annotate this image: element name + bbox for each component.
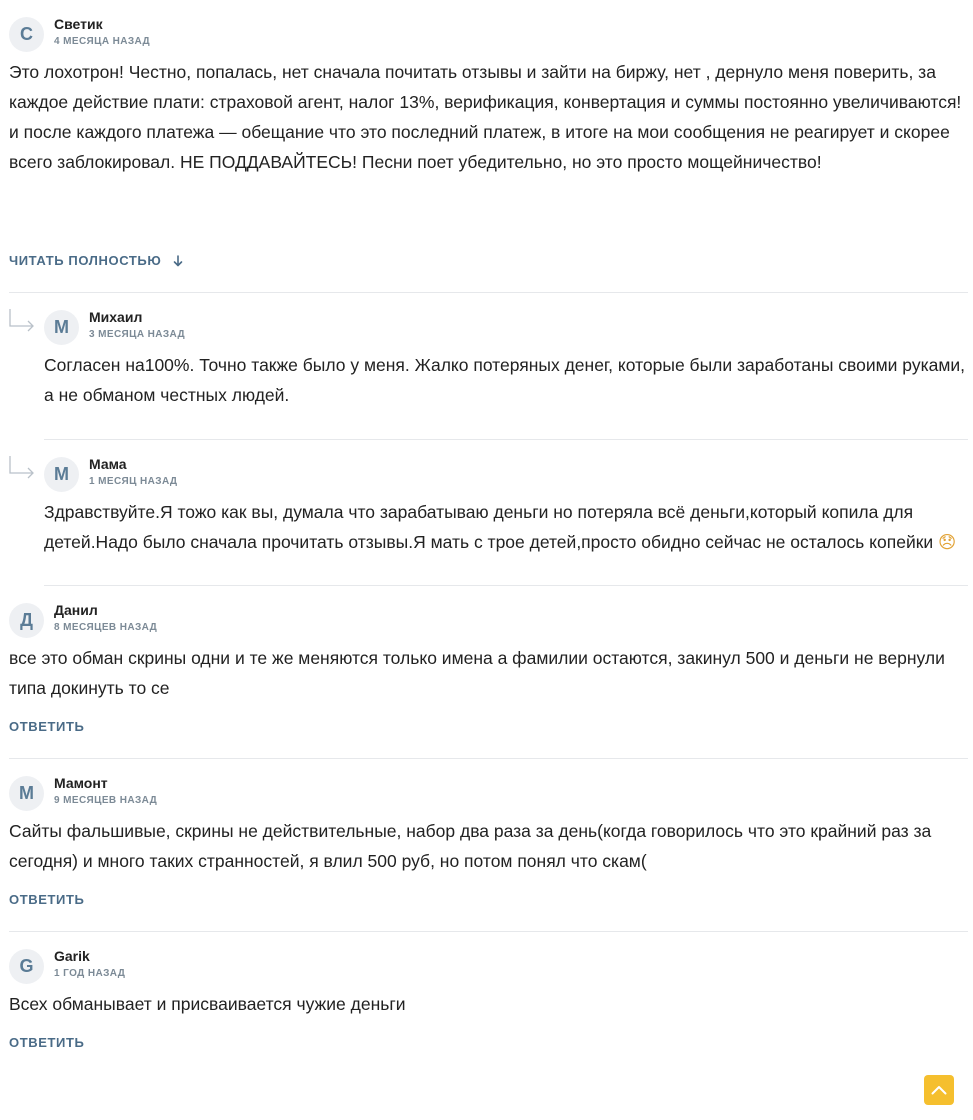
arrow-down-icon — [173, 255, 183, 267]
avatar: М — [44, 457, 79, 492]
comment — [9, 932, 968, 1052]
avatar: Д — [9, 603, 44, 638]
reply — [44, 293, 968, 440]
disappointed-face-icon: 😞 — [938, 533, 957, 553]
reply — [44, 440, 968, 586]
comment-meta — [89, 455, 177, 489]
comments-list — [9, 0, 968, 1052]
comment-meta — [89, 308, 185, 342]
comment-text: все это обман скрины одни и те же меняются только имена а фамилии остаются, закинул 500 и деньги не вернули типа докинуть то се — [9, 648, 945, 698]
comment-text: Согласен на100%. Точно также было у меня. Жалко потеряных денег, которые были заработаны своими руками, а не обманом честных людей. — [44, 355, 966, 405]
comment-text-body: Здравствуйте.Я тожо как вы, думала что зарабатываю деньги но потеряла всё деньги,который копила для детей.Надо было сначала прочитать отзывы.Я мать с трое детей,просто обидно сейчас не осталось копейки — [44, 502, 934, 552]
comment-date: 9 МЕСЯЦЕВ НАЗАД — [54, 795, 158, 806]
comment-text: Это лохотрон! Честно, попалась, нет сначала почитать отзывы и зайти на биржу, нет , дернуло меня поверить, за каждое действие плати: страховой агент, налог 13%, верификация, конвертация и суммы постоянно увеличиваются!и после каждого платежа — обещание что это последний платеж, в итоге на мои сообщения не реагирует и скорее всего заблокировал. НЕ ПОДДАВАЙТЕСЬ! Песни поет убедительно, но это просто мощейничество! — [9, 62, 962, 172]
comment-date: 4 МЕСЯЦА НАЗАД — [54, 36, 151, 47]
comment-header — [9, 759, 968, 816]
comment-date: 1 ГОД НАЗАД — [54, 968, 126, 979]
author-name: Светик — [54, 16, 103, 32]
reply-button[interactable]: ОТВЕТИТЬ — [9, 719, 85, 734]
read-more-button[interactable] — [9, 252, 968, 270]
chevron-up-icon — [931, 1085, 947, 1095]
author-name: Михаил — [89, 309, 143, 325]
comment-meta — [54, 15, 150, 49]
scroll-to-top-button[interactable] — [924, 1075, 954, 1105]
reply-arrow-icon — [9, 309, 35, 333]
comment-header — [44, 293, 968, 350]
comment-header — [9, 586, 968, 643]
reply-arrow-icon — [9, 456, 35, 480]
comment-meta — [54, 947, 125, 981]
comment-date: 8 МЕСЯЦЕВ НАЗАД — [54, 622, 158, 633]
comment-text — [44, 497, 968, 558]
comment — [9, 0, 968, 586]
author-name: Мама — [89, 456, 127, 472]
comment-header — [9, 932, 968, 989]
comment-meta — [54, 601, 157, 635]
comment — [9, 586, 968, 759]
avatar: М — [44, 310, 79, 345]
author-name: Данил — [54, 602, 98, 618]
avatar: М — [9, 776, 44, 811]
reply-button[interactable]: ОТВЕТИТЬ — [9, 1035, 85, 1050]
author-name: Garik — [54, 948, 90, 964]
author-name: Мамонт — [54, 775, 108, 791]
comment-header — [44, 440, 968, 497]
avatar: С — [9, 17, 44, 52]
comment-text: Сайты фальшивые, скрины не действительные, набор два раза за день(когда говорилось что это крайний раз за сегодня) и много таких странностей, я влил 500 руб, но потом понял что скам( — [9, 821, 932, 871]
comment — [9, 759, 968, 932]
comment-date: 1 МЕСЯЦ НАЗАД — [89, 476, 178, 487]
comment-header — [9, 0, 968, 57]
comment-meta — [54, 774, 157, 808]
comment-date: 3 МЕСЯЦА НАЗАД — [89, 329, 186, 340]
avatar: G — [9, 949, 44, 984]
reply-button[interactable]: ОТВЕТИТЬ — [9, 892, 85, 907]
comment-text: Всех обманывает и присваивается чужие деньги — [9, 994, 406, 1014]
read-more-label: ЧИТАТЬ ПОЛНОСТЬЮ — [9, 253, 162, 268]
